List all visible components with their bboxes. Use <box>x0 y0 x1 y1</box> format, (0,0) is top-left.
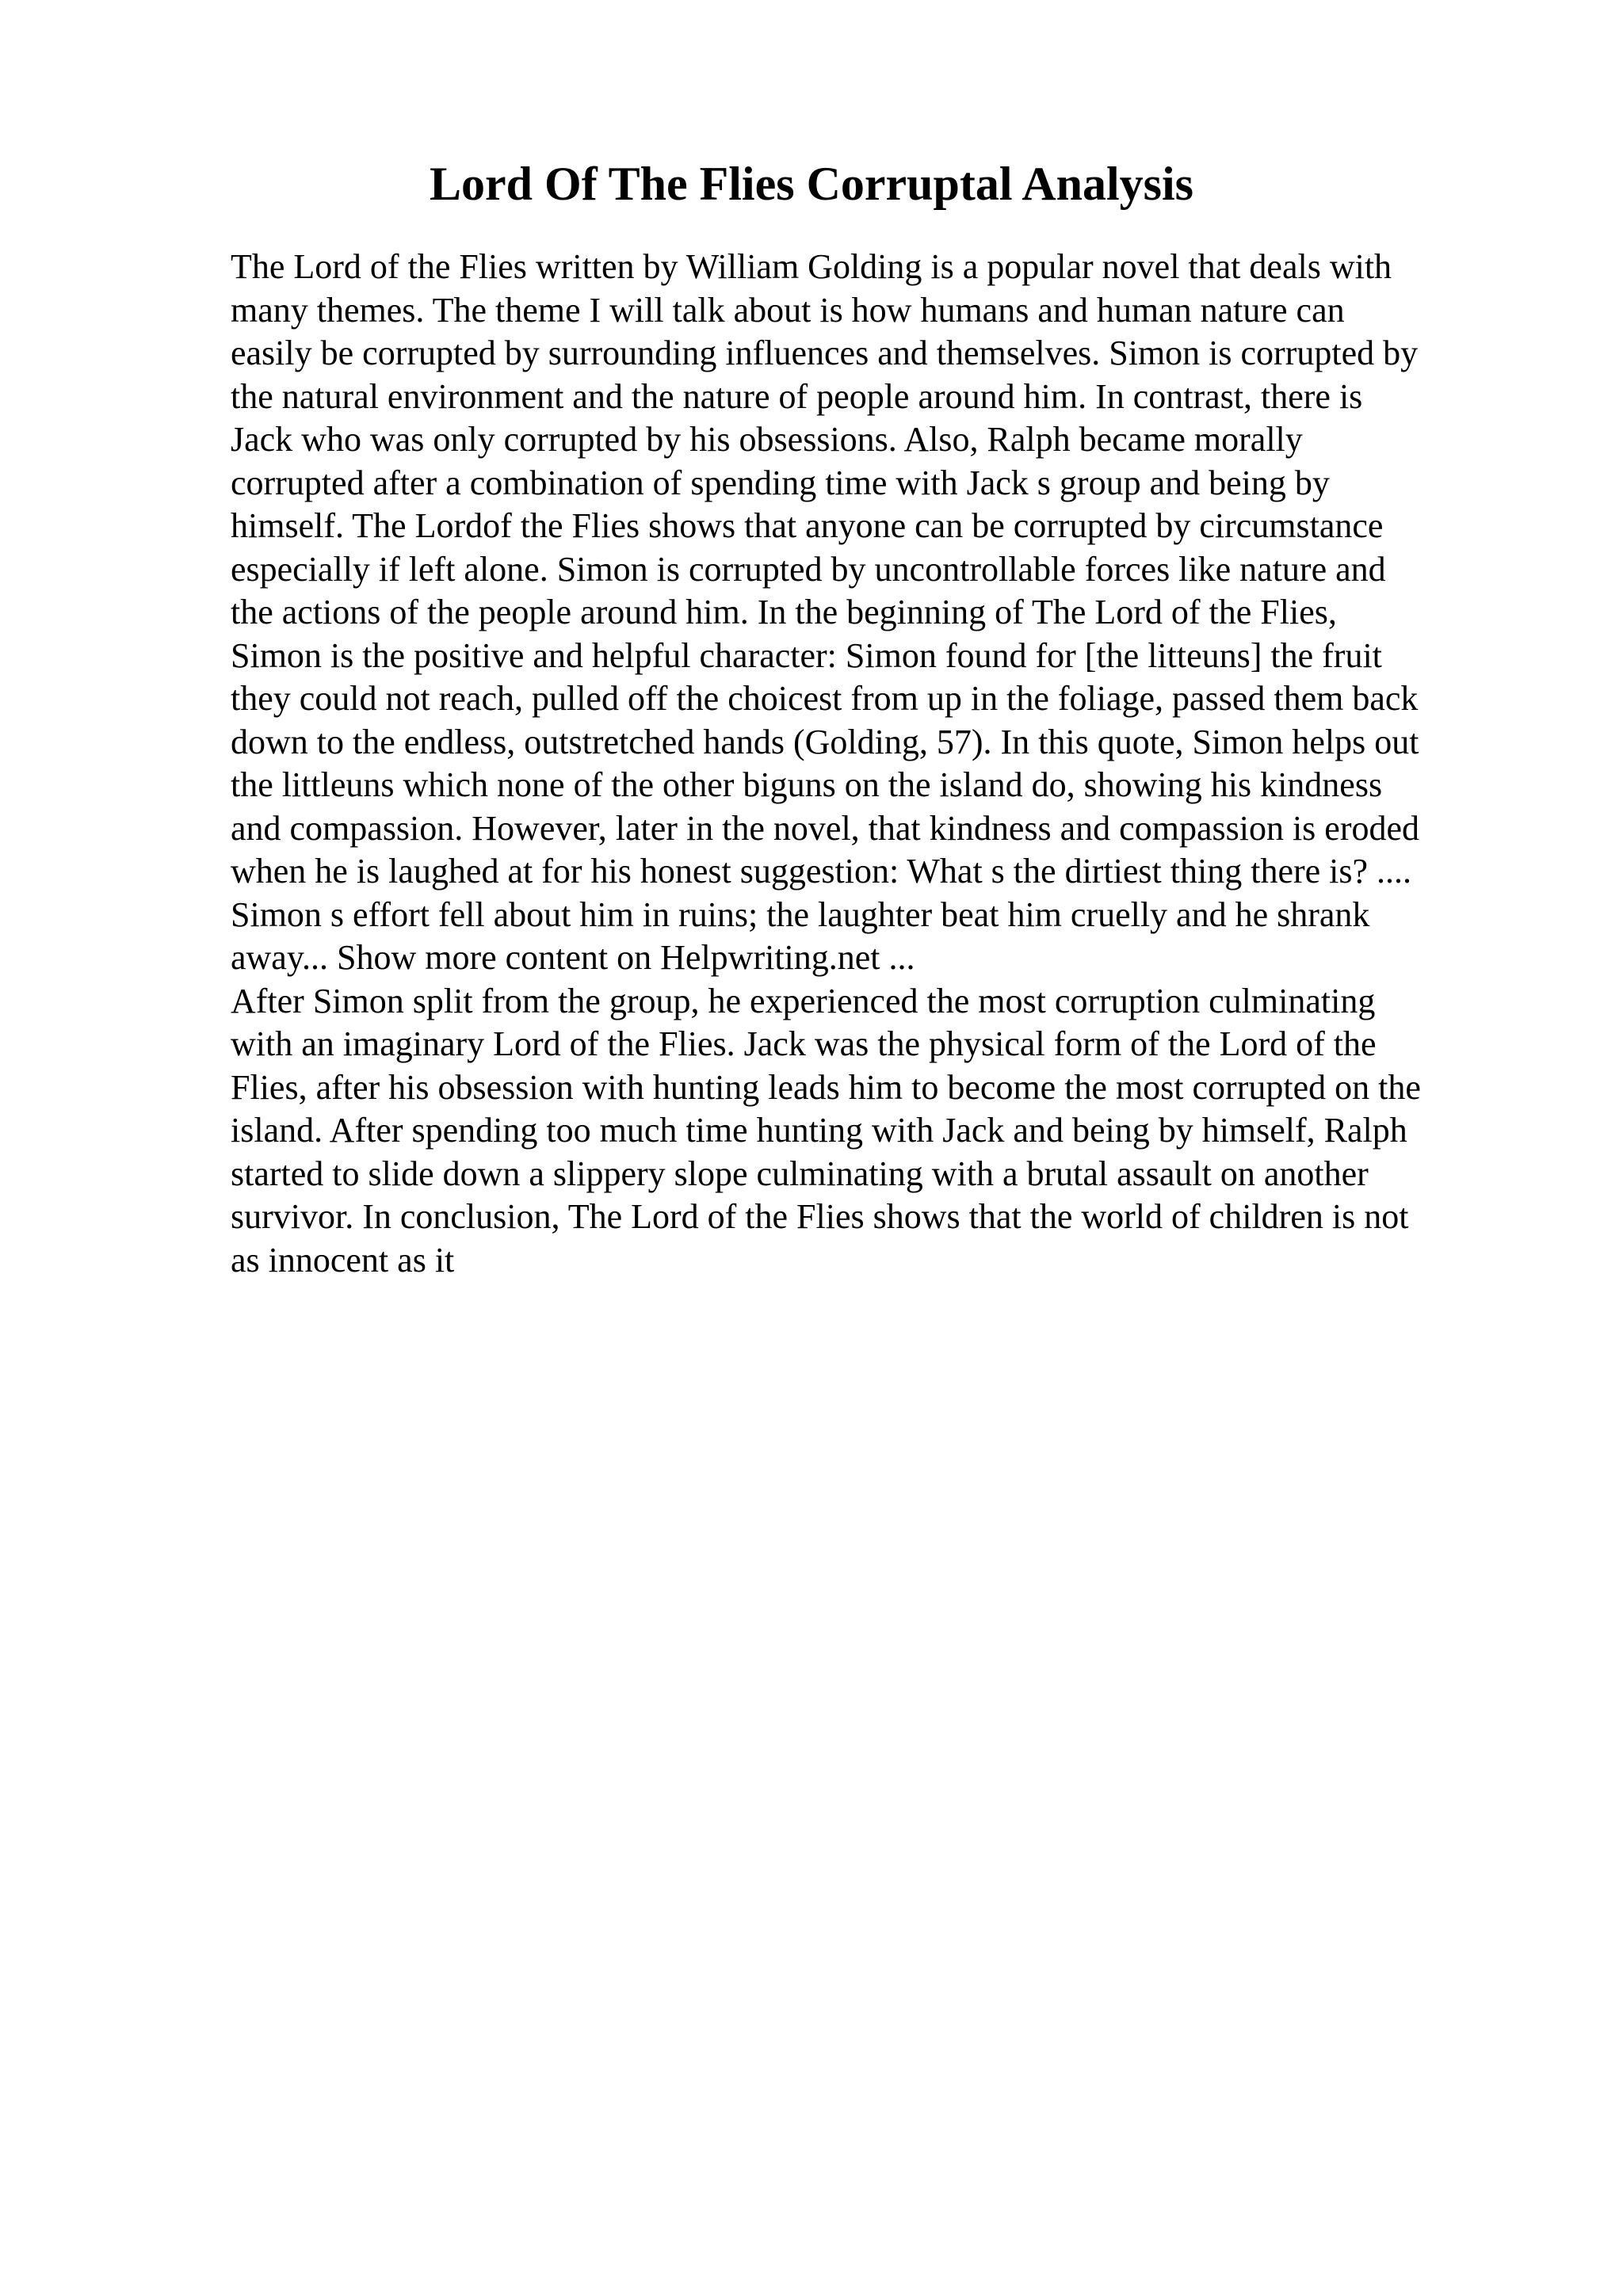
body-text-line: as innocent as it <box>231 1240 455 1280</box>
body-text-line: they could not reach, pulled off the choicest from up in the foliage, passed them back <box>231 679 1419 718</box>
body-text-line: the actions of the people around him. In the beginning of The Lord of the Flies, <box>231 593 1337 631</box>
body-text-line: The Lord of the Flies written by William Golding is a popular novel that deals with <box>231 247 1392 286</box>
body-text-line: especially if left alone. Simon is corrupted by uncontrollable forces like nature and <box>231 549 1386 589</box>
body-text-line: easily be corrupted by surrounding influences and themselves. Simon is corrupted by <box>231 334 1419 372</box>
body-text-line: corrupted after a combination of spending time with Jack s group and being by <box>231 463 1330 502</box>
body-text-line: many themes. The theme I will talk about is how humans and human nature can <box>231 290 1345 330</box>
document-title: Lord Of The Flies Corruptal Analysis <box>430 158 1193 210</box>
body-text-line: Flies, after his obsession with hunting leads him to become the most corrupted on the <box>231 1067 1421 1107</box>
body-text-line: After Simon split from the group, he experienced the most corruption culminating <box>231 981 1376 1020</box>
body-text-line: the littleuns which none of the other biguns on the island do, showing his kindness <box>231 765 1383 804</box>
body-text-line: island. After spending too much time hunting with Jack and being by himself, Ralph <box>231 1111 1407 1150</box>
body-text-line: Simon is the positive and helpful character: Simon found for [the litteuns] the fruit <box>231 635 1382 675</box>
body-text-line: survivor. In conclusion, The Lord of the Flies shows that the world of children is not <box>231 1197 1409 1236</box>
body-text-line: himself. The Lordof the Flies shows that anyone can be corrupted by circumstance <box>231 506 1384 545</box>
body-text-line: Simon s effort fell about him in ruins; the laughter beat him cruelly and he shrank <box>231 894 1370 934</box>
body-text-line: with an imaginary Lord of the Flies. Jack was the physical form of the Lord of the <box>231 1024 1377 1063</box>
body-text-line: Jack who was only corrupted by his obsessions. Also, Ralph became morally <box>231 420 1303 459</box>
body-text-line: down to the endless, outstretched hands (Golding, 57). In this quote, Simon helps out <box>231 722 1419 761</box>
body-text-line: started to slide down a slippery slope culminating with a brutal assault on another <box>231 1154 1369 1193</box>
document-body <box>231 246 1514 1282</box>
body-text-line: away... Show more content on Helpwriting.net ... <box>231 938 915 977</box>
body-text-line: when he is laughed at for his honest suggestion: What s the dirtiest thing there is? .... <box>231 852 1412 891</box>
body-text-line: and compassion. However, later in the novel, that kindness and compassion is eroded <box>231 808 1419 848</box>
body-text-line: the natural environment and the nature of people around him. In contrast, there is <box>231 376 1363 416</box>
